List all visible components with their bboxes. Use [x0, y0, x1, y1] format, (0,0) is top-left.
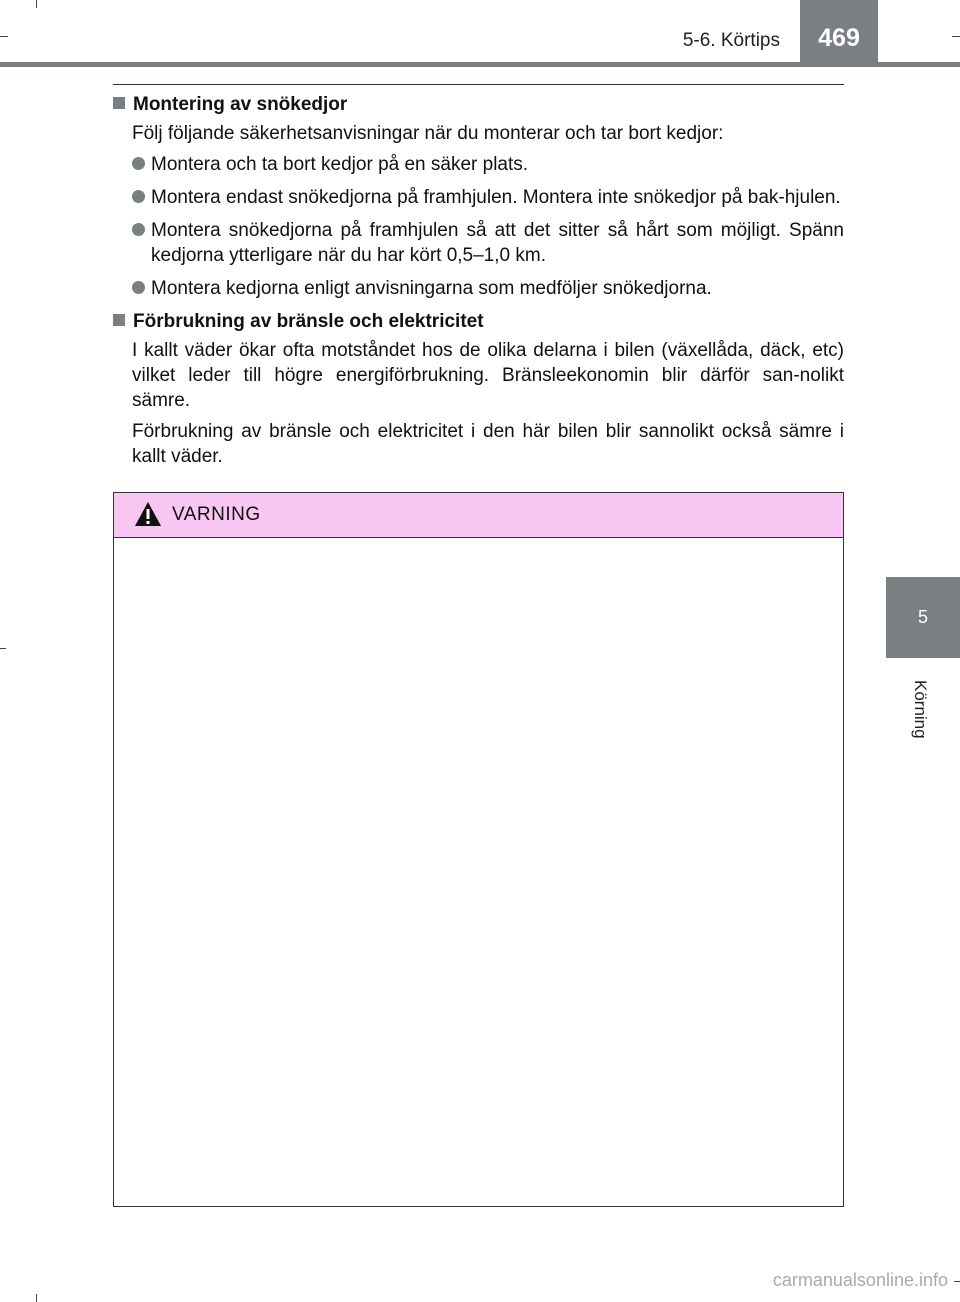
list-item	[132, 276, 844, 301]
round-bullet-icon	[132, 190, 145, 203]
warning-box	[113, 492, 844, 1207]
section-heading	[113, 92, 844, 117]
list-item-text: Montera och ta bort kedjor på en säker plats.	[151, 154, 529, 175]
section-heading-text: Förbrukning av bränsle och elektricitet	[133, 311, 484, 332]
paragraph: Förbrukning av bränsle och elektricitet i den här bilen blir sannolikt också sämre i kallt väder.	[132, 421, 844, 467]
top-rule	[113, 84, 844, 85]
list-item	[132, 185, 844, 210]
page-number: 469	[818, 24, 860, 52]
round-bullet-icon	[132, 157, 145, 170]
watermark: carmanualsonline.info	[772, 1270, 948, 1290]
list-item	[132, 218, 844, 268]
list-item-text: Montera kedjorna enligt anvisningarna som medföljer snökedjorna.	[151, 278, 712, 299]
section-heading	[113, 309, 844, 334]
chapter-tab: 5	[886, 577, 960, 658]
list-item-text: Montera snökedjorna på framhjulen så att det sitter så hårt som möjligt. Spänn kedjorna ytterligare när du har kört 0,5–1,0 km.	[151, 220, 844, 266]
warning-title: VARNING	[172, 504, 261, 525]
paragraph: I kallt väder ökar ofta motståndet hos de olika delarna i bilen (växellåda, däck, etc) vilket leder till högre energiförbrukning. Bränsleekonomin blir därför san-nolikt sämre.	[132, 340, 844, 411]
crop-mark	[952, 36, 960, 37]
round-bullet-icon	[132, 223, 145, 236]
paragraph: Följ följande säkerhetsanvisningar när du monterar och tar bort kedjor:	[132, 123, 724, 144]
crop-mark	[954, 1281, 960, 1282]
warning-body	[114, 538, 843, 554]
crop-mark	[0, 648, 6, 649]
square-bullet-icon	[113, 314, 125, 326]
crop-mark	[0, 36, 8, 37]
section-title: 5-6. Körtips	[682, 30, 780, 51]
chapter-label: Körning	[911, 680, 930, 739]
square-bullet-icon	[113, 97, 125, 109]
section-heading-text: Montering av snökedjor	[133, 94, 348, 115]
warning-header	[114, 493, 843, 538]
crop-mark	[36, 1294, 37, 1302]
crop-mark	[36, 0, 37, 8]
round-bullet-icon	[132, 281, 145, 294]
main-content	[113, 92, 844, 475]
warning-triangle-icon	[134, 501, 162, 527]
list-item-text: Montera endast snökedjorna på framhjulen. Montera inte snökedjor på bak-hjulen.	[151, 187, 841, 208]
list-item	[132, 152, 844, 177]
